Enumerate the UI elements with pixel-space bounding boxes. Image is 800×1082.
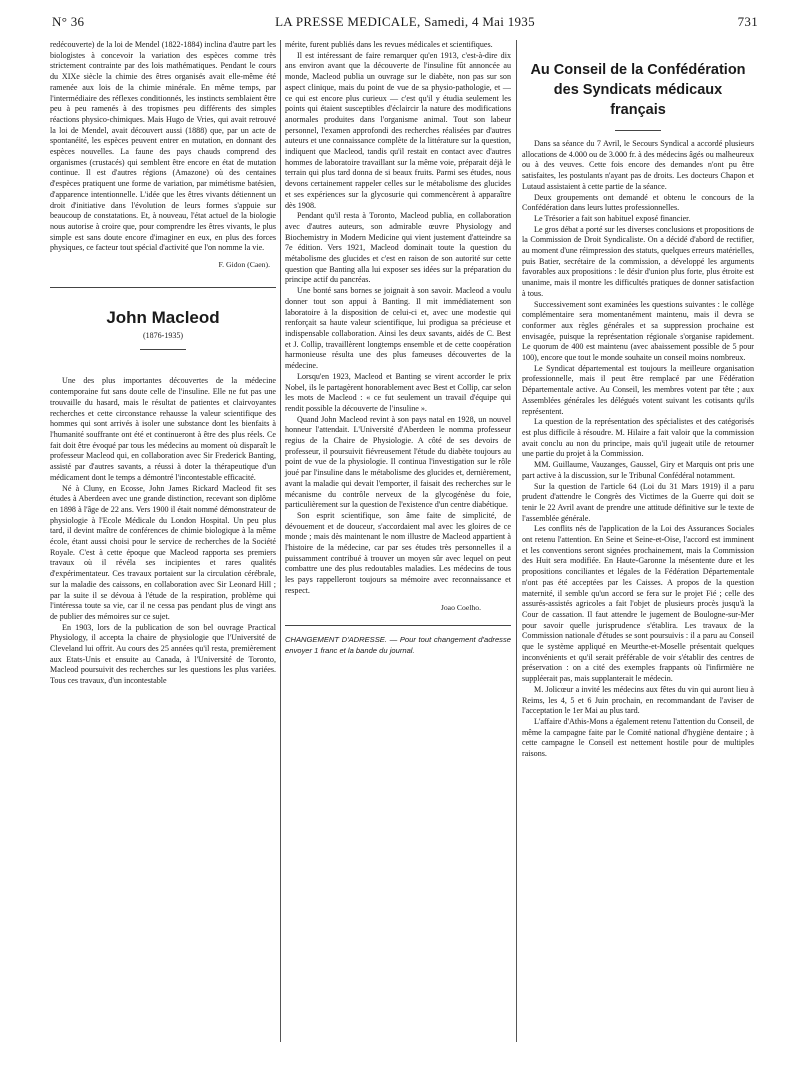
column-2	[285, 40, 511, 656]
paragraph: MM. Guillaume, Vauzanges, Gaussel, Giry et Marquis ont pris une part active à la discussion, sur le Tribunal Confédéral notamment.	[522, 460, 754, 480]
paragraph: Né à Cluny, en Ecosse, John James Rickard Macleod fit ses études à Aberdeen avec une grande distinction, recevant son diplôme en 1898 à l'âge de 22 ans. Vers 1900 il était nommé démonstrateur de physiologie à l'Ecole Médicale du London Hospital. Un peu plus tard, il devint maître de conférences de chimie biologique à la même école, étant aussi choisi pour le service de recherches de la Société Royale. C'est à cette époque que Macleod rapporta ses premiers travaux où il révéla ses incipientes et rares qualités d'expérimentateur. Ces travaux portaient sur la circulation cérébrale, sur la maladie des caissons, en collaboration avec Sir Leonard Hill ; par la suite il se dévoua à l'étude de la respiration, problème qui l'intéressa toute sa vie, car il ne cessa pas pendant plus de vingt ans de publier des mémoires sur ce sujet.	[50, 483, 276, 621]
column-1	[50, 40, 276, 687]
paragraph: Successivement sont examinées les questions suivantes : le collège complémentaire sera momentanément maintenu, mais il devra se conformer aux règles générales et sa suppression prochaine est envisagée, puisque la représentation régionale s'organise rapidement. Le quorum de 400 est maintenu (avec abaissement possible de 5 pour 100), encore que tout le monde souhaite un conseil moins nombreux.	[522, 299, 754, 363]
article-title: Au Conseil de la Confédération des Syndicats médicaux français	[530, 62, 746, 118]
paragraph: La question de la représentation des spécialistes et des catégorisés est plus difficile à résoudre. M. Hilaire a fait valoir que la commission avait conclu au non du principe, mais qu'il jugeait utile de retourner une partie du projet à la Commission.	[522, 417, 754, 459]
column-3	[522, 40, 754, 760]
paragraph: Il est intéressant de faire remarquer qu'en 1913, c'est-à-dire dix ans environ avant que la découverte de l'insuline fût annoncée au monde, Macleod publia un ouvrage sur le diabète, non pas sur son aspect clinique, mais du point de vue de sa physio-pathologie, et — ce qui est encore plus curieux — c'est qu'il y étudia seulement les points qui étaient susceptibles d'éclaircir la nature des modifications anormales produites dans l'organisme animal. Tout son labeur personnel, l'examen approfondi des recherches réalisées par d'autres auteurs et une connaissance complète de la littérature sur la question, indiquent que Macleod, tandis qu'il restait en contact avec d'autres hommes de laboratoire travaillant sur la même voie, préparait déjà le terrain qui plus tard donna de si beaux fruits. Parmi ses études, nous devons certainement rappeler celles sur le métabolisme des glucides et ses expériences sur la glycosurie qui commencèrent à apparaître dès 1908.	[285, 50, 511, 210]
paragraph: M. Jolicœur a invité les médecins aux fêtes du vin qui auront lieu à Reims, les 4, 5 et 6 Juin prochain, en recommandant de l'aviser de l'acceptation le 1er Mai au plus tard.	[522, 684, 754, 716]
title-underline	[140, 349, 186, 350]
paragraph: Le Trésorier a fait son habituel exposé financier.	[534, 213, 691, 223]
paragraph: redécouverte) de la loi de Mendel (1822-1884) inclina d'autre part les biologistes à concevoir la variation des espèces comme très strictement contrainte par des lois mathématiques. Pendant le cours du XIXe siècle la chimie des êtres organisés avait elle-même été ramenée aux lois de la chimie minérale. En même temps, par l'intermédiaire des réflexes conditionnés, les instincts semblaient être peu à peu ramenés à des tropismes peu différents des simples réactions physico-chimiques. Mais Hugo de Vries, qui avait retrouvé la loi de Mendel, avait découvert aussi (1888) que, par un acte de spontanéité, les espèces peuvent entrer en mutation, en donnant des espèces nouvelles. La faune des pays chauds comprend des organismes (crustacés) qui semblent être encore en état de mutation continue. Il est d'autres régions (Amazone) où des centaines d'espèces pratiquent une forme de variation, par mimétisme batésien, d'apparence intentionnelle. L'idée que les êtres vivants détiennent un droit d'initiative dans l'évolution de leurs formes s'appuie sur beaucoup de constatations. Et, à nouveau, l'état actuel de la biologie nous autorise à croire que, pour comprendre les êtres vivants, le plus simple est sans doute encore d'imaginer en eux, en plus des forces physiques, ce facteur tout spécial d'activité que l'on nomme la vie.	[50, 40, 276, 253]
paragraph: Dans sa séance du 7 Avril, le Secours Syndical a accordé plusieurs allocations de 4.000 ou de 3.000 fr. à des médecins âgés ou malheureux ou à des veuves. Cette fois encore des demandes n'ont pu être satisfaites, les postulants n'ayant pas de droits. Les docteurs Chapon et Lutaud assistaient à cette partie de la séance.	[522, 139, 754, 191]
page-header	[52, 14, 758, 36]
paragraph: Sur la question de l'article 64 (Loi du 31 Mars 1919) il a paru prudent d'attendre le Congrès des Victimes de la Guerre qui doit se tenir le 22 Avril avant de prendre une attitude définitive sur le texte de l'assemblée générale.	[522, 481, 754, 523]
paragraph: Le Syndicat départemental est toujours la meilleure organisation professionnelle, mais il peut être remplacé par une Fédération Départementale active. Au Conseil, les membres votent par tête ; aux Assemblées générales les délégués votent suivant les cotisants qu'ils représentent.	[522, 363, 754, 416]
column-rule-2	[516, 40, 517, 1042]
column-rule-1	[280, 40, 281, 1042]
address-change-notice: CHANGEMENT D'ADRESSE. — Pour tout changement d'adresse envoyer 1 franc et la bande du journal.	[285, 635, 511, 656]
signature-gidon: F. Gidon (Caen).	[218, 260, 270, 270]
paragraph: mérite, furent publiés dans les revues médicales et scientifiques.	[285, 40, 493, 49]
paragraph: Son esprit scientifique, son âme faite de simplicité, de dévouement et de douceur, s'accordaient mal avec les gloires de ce monde ; mais dès maintenant le nom illustre de Macleod appartient à l'histoire de la médecine, car par ses études très personnelles il a puissamment contribué à trouver un moyen sûr avec lequel on peut combattre une des plus redoutables maladies. Les médecins de tous les pays rappelleront toujours sa mémoire avec reconnaissance et respect.	[285, 510, 511, 595]
paragraph: Les conflits nés de l'application de la Loi des Assurances Sociales ont retenu l'attention. En Seine et Seine-et-Oise, l'accord est imminent et les conventions seront signées prochainement, mais la Commission des Huit sera modifiée. En Haute-Garonne la mésentente dure et les propositions conciliantes et légales de la Fédération Départementale n'ont pas été acceptées par les Caisses. A propos de la question maternité, il semble qu'un accord se fera sur le projet Fié ; celle des assurés-assistés agricoles a fait l'objet de plusieurs procès jusqu'à la Cour de cassation. Il faut attendre le jugement de Boulogne-sur-Mer pour savoir quelle jurisprudence s'établira. Les travaux de la Commission nationale d'études se sont poursuivis : il a paru au Conseil que le système appliqué en Meurthe-et-Moselle présentait quelques inconvénients et qu'il serait préférable de voir s'établir des centres de préservation : on a cité des exemples frappants où l'infirmière ne suppléerait pas, mais supplanterait le médecin.	[522, 524, 754, 684]
paragraph: Pendant qu'il resta à Toronto, Macleod publia, en collaboration avec d'autres auteurs, son admirable œuvre Physiology and Biochemistry in Modern Medicine qui vient justement d'atteindre sa 7e édition. Vers 1921, Macleod dominait toute la question du métabolisme des glucides et c'est en raison de son autorité sur cette question que Banting alla lui exposer ses idées sur la préparation du principe actif du pancréas.	[285, 211, 511, 285]
obituary-title: John Macleod	[106, 307, 220, 327]
paragraph: Quand John Macleod revint à son pays natal en 1928, un nouvel honneur l'attendait. L'Université d'Aberdeen le nomma professeur regius de la Chaire de Physiologie. A côté de ses devoirs de professeur, il poursuivit fiévreusement l'étude du diabète toujours au point de vue de la physiologie. Il continua l'investigation sur le rôle joué par l'insuline dans le métabolisme des glucides et, dernièrement, avant la maladie qui devait l'emporter, il faisait des recherches sur le mécanisme du contrôle nerveux de la glycogénèse du foie, particulièrement sur la question de l'existence d'un centre diabétique.	[285, 414, 511, 510]
paragraph: Une bonté sans bornes se joignait à son savoir. Macleod a voulu donner tout son appui à Banting. Il mit immédiatement son laboratoire à la disposition de celui-ci et, avec une modestie qui renforçait sa haute valeur scientifique, lui prodigua sa précieuse et indispensable collaboration. Ainsi les deux savants, aidés de C. Best et J. Collip, travaillèrent longtemps ensemble et de cette coopération harmonieuse résulta une des plus fameuses découvertes de la médecine.	[285, 286, 511, 371]
paragraph: L'affaire d'Athis-Mons a également retenu l'attention du Conseil, de même la campagne faite par le Comité national d'hygiène dentaire ; à cette campagne le Conseil est nettement hostile pour de multiples raisons.	[522, 716, 754, 759]
obituary-dates: (1876-1935)	[143, 330, 183, 340]
paragraph: Deux groupements ont demandé et obtenu le concours de la Confédération dans leurs luttes professionnelles.	[522, 192, 754, 213]
section-divider	[50, 287, 276, 288]
paragraph: Lorsqu'en 1923, Macleod et Banting se virent accorder le prix Nobel, ils le partagèrent honorablement avec Best et Collip, car selon les mots de Macleod : « ce fut seulement un travail d'équipe qui rendit possible la découverte de l'insuline ».	[285, 371, 511, 413]
paragraph: Le gros débat a porté sur les diverses conclusions et propositions de la Commission de Droit Syndicaliste. On a décidé d'abord de rectifier, au moment d'une réimpression des statuts, quelques erreurs matérielles, puis Batier, secrétaire de la commission, a développé les arguments favorables aux propositions : le désir d'union plus forte, plus étroite est unanime, mais il montre les difficultés pratiques de donner satisfaction à tous.	[522, 224, 754, 298]
notice-divider	[285, 625, 511, 626]
journal-line: LA PRESSE MEDICALE, Samedi, 4 Mai 1935	[275, 14, 535, 29]
signature-coelho: Joao Coelho.	[440, 602, 481, 612]
paragraph: En 1903, lors de la publication de son bel ouvrage Practical Physiology, il accepta la chaire de physiologie que l'Université de Cleveland lui offrit. Au cours des 25 années qu'il resta, premièrement aux Etats-Unis et ensuite au Canada, à l'Université de Toronto, Macleod poursuivit des recherches sur les questions les plus variées. Tous ces travaux, d'un incontestable	[50, 622, 276, 686]
title-underline	[615, 130, 661, 131]
page-number-left: N° 36	[52, 14, 85, 29]
paragraph: Une des plus importantes découvertes de la médecine contemporaine fut sans doute celle de l'insuline. Elle ne fut pas une trouvaille du hasard, mais le résultat de patientes et clairvoyantes recherches et cette circonstance rehausse la valeur scientifique des hommes qui sont arrivés à isoler une substance dont les bienfaits à l'humanité souffrante ont été et continueront à être des plus réels. Ce fait doit être évoqué par tous les médecins au moment où disparaît le professeur Macleod qui, en collaboration avec Sir Frederick Banting, assisté par d'autres savants, a réussi à doter la thérapeutique d'un médicament dont le temps a démontré l'incontestable efficacité.	[50, 376, 276, 482]
page-number-right: 731	[737, 14, 758, 29]
